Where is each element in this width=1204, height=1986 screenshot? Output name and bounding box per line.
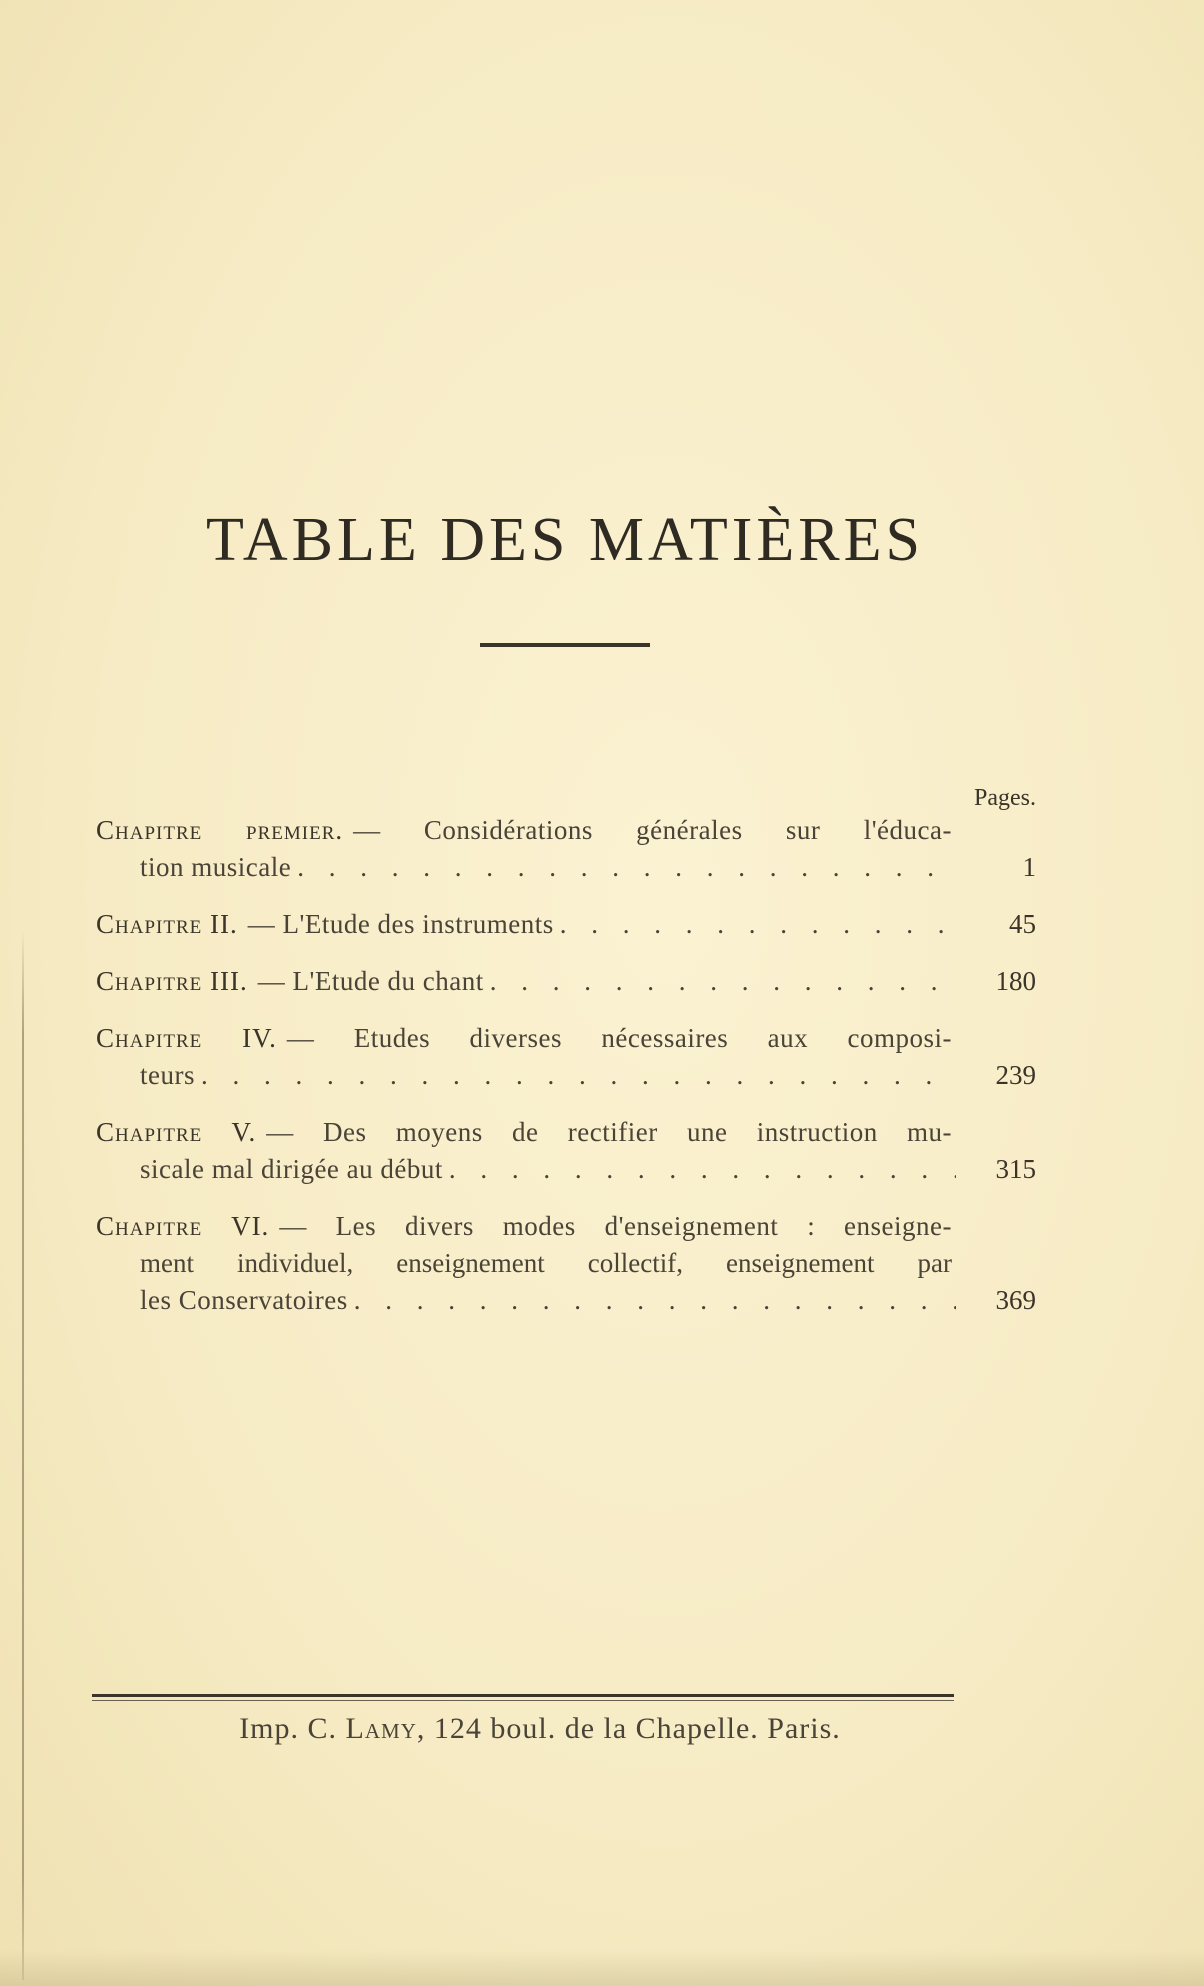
footer-rule-thin (92, 1700, 954, 1701)
gutter-line (22, 930, 24, 1980)
imprint-suffix: , 124 boul. de la Chapelle. Paris. (416, 1712, 841, 1745)
chapter-label: Chapitre II. (96, 909, 238, 939)
footer-rule (92, 1694, 954, 1697)
toc-entry-6 (96, 1208, 1036, 1319)
dot-leader (560, 906, 956, 943)
toc-entry-1 (96, 812, 1036, 886)
table-of-contents (96, 812, 1036, 1339)
toc-entry-2 (96, 906, 1036, 943)
page-number: 369 (995, 1285, 1036, 1315)
page-edge-shade (0, 1950, 1204, 1986)
imprint-name: Lamy (345, 1712, 417, 1745)
dot-leader (354, 1282, 956, 1319)
entry-text: tion musicale (140, 852, 292, 882)
entry-text: — Des moyens de rectifier une instruction mu- (266, 1117, 952, 1147)
entry-text: sicale mal dirigée au début (140, 1154, 443, 1184)
chapter-label: Chapitre premier. (96, 815, 344, 845)
page-number: 315 (995, 1154, 1036, 1184)
dot-leader (490, 963, 956, 1000)
chapter-label: Chapitre III. (96, 966, 248, 996)
page-number: 45 (1009, 909, 1036, 939)
entry-text: — Etudes diverses nécessaires aux composi- (286, 1023, 952, 1053)
title-rule (480, 643, 650, 647)
toc-entry-4 (96, 1020, 1036, 1094)
dot-leader (297, 849, 956, 886)
entry-text: — Les divers modes d'enseignement : enseigne- (279, 1211, 952, 1241)
toc-entry-3 (96, 963, 1036, 1000)
printer-imprint (0, 1712, 1080, 1746)
dot-leader (201, 1057, 956, 1094)
chapter-label: Chapitre IV. (96, 1023, 277, 1053)
page-number: 239 (995, 1060, 1036, 1090)
entry-text: teurs (140, 1060, 195, 1090)
imprint-prefix: Imp. C. (239, 1712, 338, 1745)
dot-leader (449, 1151, 956, 1188)
page-number: 1 (1022, 852, 1036, 882)
entry-text: les Conservatoires (140, 1285, 348, 1315)
entry-text: — Considérations générales sur l'éduca- (353, 815, 953, 845)
entry-text: — L'Etude du chant (257, 966, 484, 996)
page-number: 180 (995, 966, 1036, 996)
page-title: TABLE DES MATIÈRES (205, 506, 925, 574)
chapter-label: Chapitre VI. (96, 1211, 270, 1241)
chapter-label: Chapitre V. (96, 1117, 257, 1147)
toc-entry-5 (96, 1114, 1036, 1188)
entry-text: — L'Etude des instruments (247, 909, 554, 939)
pages-label: Pages. (974, 785, 1036, 811)
entry-text: ment individuel, enseignement collectif, enseignement par (140, 1248, 952, 1278)
